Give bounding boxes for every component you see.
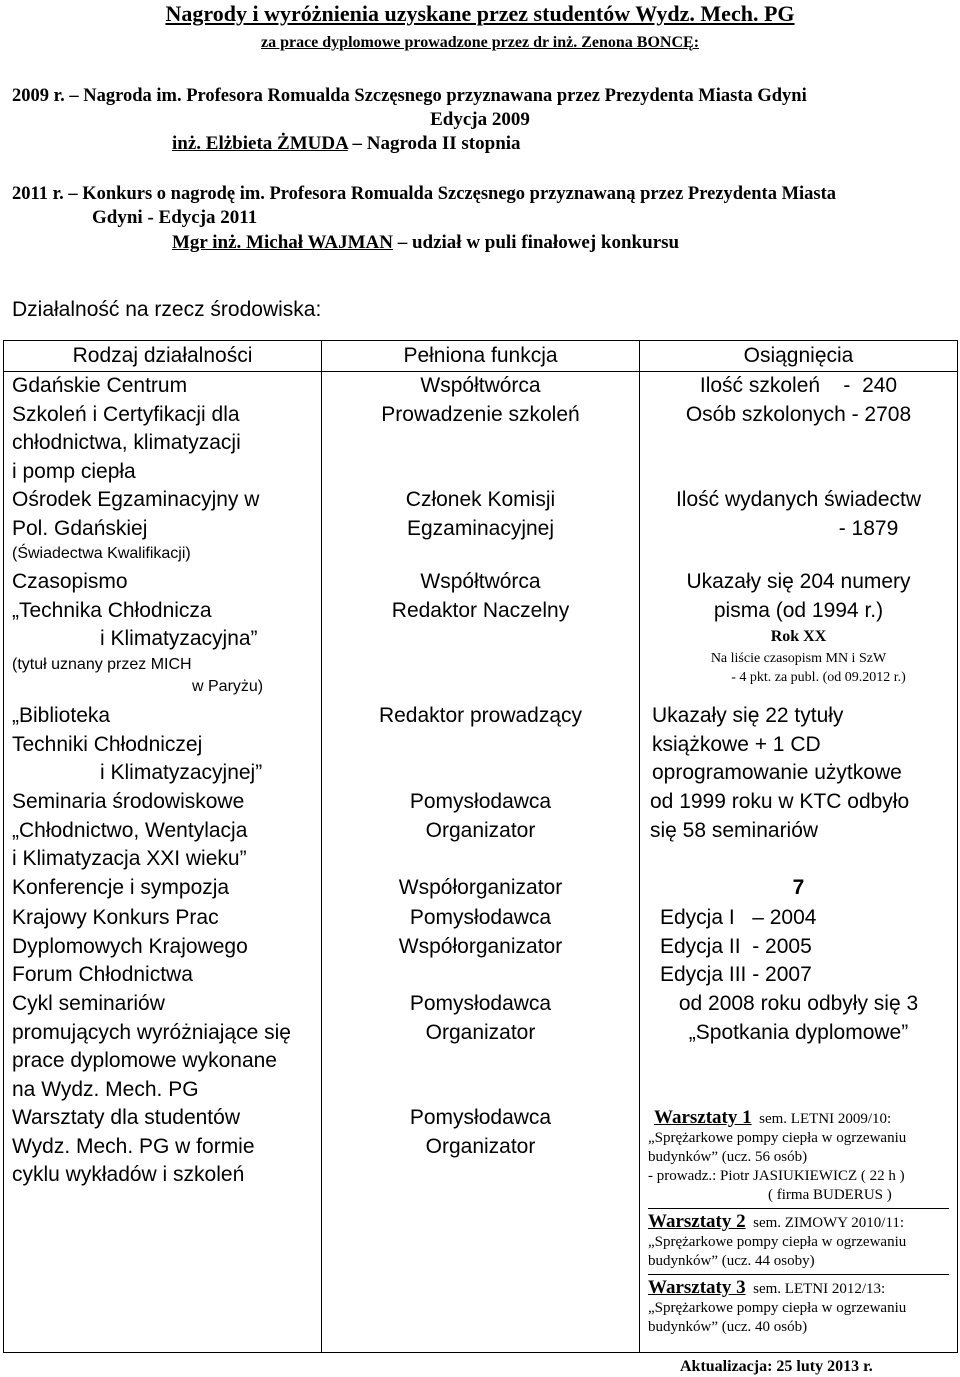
table-row bbox=[4, 568, 958, 702]
role-cell bbox=[322, 990, 640, 1104]
cell-line: Organizator bbox=[425, 1020, 536, 1044]
cell-line: w Paryżu) bbox=[192, 677, 264, 695]
workshop-line: „Sprężarkowe pompy ciepła w ogrzewaniu bbox=[648, 1300, 907, 1316]
cell-line: Pomysłodawca bbox=[409, 790, 552, 813]
table-row bbox=[4, 788, 958, 874]
role-cell bbox=[322, 904, 640, 990]
cell-line: Członek Komisji bbox=[405, 488, 556, 511]
cell-line: 7 bbox=[792, 876, 805, 899]
award-2009-winner bbox=[172, 132, 521, 156]
workshop-header bbox=[648, 1278, 949, 1299]
cell-line: cyklu wykładów i szkoleń bbox=[12, 1163, 245, 1186]
cell-line: Edycja II - 2005 bbox=[660, 934, 812, 958]
table-row bbox=[4, 486, 958, 568]
role-cell bbox=[322, 788, 640, 874]
role-cell bbox=[322, 486, 640, 568]
achievement-cell bbox=[640, 568, 958, 702]
achievement-cell bbox=[640, 788, 958, 874]
workshop-header bbox=[648, 1212, 949, 1233]
column-header: Pełniona funkcja bbox=[322, 341, 640, 372]
table-row bbox=[4, 904, 958, 990]
cell-line: Krajowy Konkurs Prac bbox=[12, 906, 219, 929]
cell-line: Techniki Chłodniczej bbox=[12, 732, 203, 756]
activity-type-cell bbox=[4, 702, 322, 788]
cell-line: Konferencje i sympozja bbox=[12, 876, 230, 899]
update-date: Aktualizacja: 25 luty 2013 r. bbox=[680, 1358, 873, 1375]
role-cell bbox=[322, 874, 640, 904]
activity-type-cell bbox=[4, 904, 322, 990]
table-row bbox=[4, 702, 958, 788]
cell-line: i Klimatyzacyjnej” bbox=[100, 761, 263, 784]
cell-line: promujących wyróżniające się bbox=[12, 1020, 291, 1044]
activity-type-cell bbox=[4, 1104, 322, 1353]
cell-line: Warsztaty dla studentów bbox=[12, 1106, 240, 1129]
role-cell bbox=[322, 702, 640, 788]
role-cell bbox=[322, 1104, 640, 1353]
workshop-title: Warsztaty 1 bbox=[654, 1107, 752, 1128]
cell-line: Osób szkolonych - 2708 bbox=[685, 402, 912, 426]
cell-line: Ukazały się 204 numery bbox=[686, 570, 911, 593]
role-cell bbox=[322, 372, 640, 487]
workshop-semester: sem. LETNI 2012/13: bbox=[745, 1281, 886, 1297]
cell-line: „Chłodnictwo, Wentylacja bbox=[12, 818, 248, 842]
award-2009-name: inż. Elżbieta ŻMUDA bbox=[172, 133, 348, 154]
cell-line: chłodnictwa, klimatyzacji bbox=[12, 431, 241, 454]
page-subtitle: za prace dyplomowe prowadzone przez dr inż. Zenona BONCĘ: bbox=[260, 34, 700, 51]
award-2011-line1: 2011 r. – Konkurs o nagrodę im. Profesora Romualda Szczęsnego przyznawaną przez Prezydenta Miasta bbox=[12, 184, 837, 204]
cell-line: Czasopismo bbox=[12, 570, 128, 593]
achievement-cell bbox=[640, 1104, 958, 1353]
workshop-line: ( firma BUDERUS ) bbox=[768, 1187, 892, 1203]
activity-type-cell bbox=[4, 568, 322, 702]
cell-line: Szkoleń i Certyfikacji dla bbox=[12, 402, 240, 426]
cell-line: Pomysłodawca bbox=[409, 992, 552, 1015]
workshop-2 bbox=[648, 1208, 949, 1274]
activities-table bbox=[3, 340, 958, 1353]
workshop-line: budynków” (ucz. 44 osoby) bbox=[648, 1253, 815, 1269]
table-header-row bbox=[4, 341, 958, 372]
cell-line: Pomysłodawca bbox=[409, 1106, 552, 1129]
table-row bbox=[4, 874, 958, 904]
table-row bbox=[4, 1104, 958, 1353]
cell-line: Wydz. Mech. PG w formie bbox=[12, 1134, 255, 1158]
workshop-3 bbox=[648, 1274, 949, 1337]
award-2011-line2: Gdyni - Edycja 2011 bbox=[92, 207, 258, 228]
page-title: Nagrody i wyróżnienia uzyskane przez studentów Wydz. Mech. PG bbox=[165, 1, 795, 26]
cell-line: „Spotkania dyplomowe” bbox=[688, 1020, 909, 1044]
achievement-cell bbox=[640, 904, 958, 990]
cell-line: „Biblioteka bbox=[12, 704, 111, 727]
section-title: Działalność na rzecz środowiska: bbox=[12, 298, 322, 321]
workshop-line: „Sprężarkowe pompy ciepła w ogrzewaniu bbox=[648, 1130, 907, 1146]
cell-line: od 1999 roku w KTC odbyło bbox=[650, 790, 910, 813]
cell-line: Gdańskie Centrum bbox=[12, 374, 188, 397]
cell-line: i Klimatyzacja XXI wieku” bbox=[12, 847, 247, 870]
cell-line: „Technika Chłodnicza bbox=[12, 598, 212, 622]
award-2009-result: – Nagroda II stopnia bbox=[347, 133, 521, 154]
cell-line: Ilość szkoleń - 240 bbox=[699, 374, 898, 397]
cell-line: prace dyplomowe wykonane bbox=[12, 1049, 277, 1072]
achievement-cell bbox=[640, 702, 958, 788]
workshop-line: budynków” (ucz. 56 osób) bbox=[648, 1149, 808, 1165]
role-cell bbox=[322, 568, 640, 702]
award-2009-line2: Edycja 2009 bbox=[430, 109, 530, 130]
cell-line: Forum Chłodnictwa bbox=[12, 963, 193, 986]
cell-line: Współtwórca bbox=[420, 374, 541, 397]
workshop-semester: sem. LETNI 2009/10: bbox=[751, 1111, 892, 1127]
cell-line: Organizator bbox=[425, 818, 536, 842]
cell-line: od 2008 roku odbyły się 3 bbox=[678, 992, 919, 1015]
cell-line: Pomysłodawca bbox=[409, 906, 552, 929]
cell-line: Cykl seminariów bbox=[12, 992, 165, 1015]
activity-type-cell bbox=[4, 372, 322, 487]
workshop-line: - prowadz.: Piotr JASIUKIEWICZ ( 22 h ) bbox=[648, 1168, 905, 1184]
cell-line: i Klimatyzacyjna” bbox=[100, 627, 258, 650]
cell-line: Pol. Gdańskiej bbox=[12, 516, 148, 540]
cell-line: Ilość wydanych świadectw bbox=[675, 488, 922, 511]
achievement-cell bbox=[640, 990, 958, 1104]
cell-line: Na liście czasopism MN i SzW bbox=[710, 651, 887, 666]
cell-line: (Świadectwa Kwalifikacji) bbox=[12, 545, 191, 562]
cell-line: Ukazały się 22 tytuły bbox=[652, 704, 844, 727]
table-row bbox=[4, 372, 958, 487]
cell-line: Organizator bbox=[425, 1134, 536, 1158]
cell-line: i pomp ciepła bbox=[12, 459, 136, 483]
workshop-1 bbox=[648, 1108, 949, 1208]
cell-line: Seminaria środowiskowe bbox=[12, 790, 245, 813]
award-2011-name: Mgr inż. Michał WAJMAN bbox=[172, 232, 393, 253]
workshop-header bbox=[648, 1108, 949, 1129]
award-2011-result: – udział w puli finałowej konkursu bbox=[392, 232, 680, 253]
cell-line: Dyplomowych Krajowego bbox=[12, 934, 248, 958]
cell-line: - 4 pkt. za publ. (od 09.2012 r.) bbox=[731, 670, 906, 685]
cell-line: Współtwórca bbox=[420, 570, 541, 593]
achievement-cell bbox=[640, 372, 958, 487]
cell-line: Edycja III - 2007 bbox=[660, 963, 812, 986]
award-2009-line1: 2009 r. – Nagroda im. Profesora Romualda Szczęsnego przyznawana przez Prezydenta Miasta Gdyni bbox=[12, 86, 807, 106]
cell-line: Redaktor Naczelny bbox=[391, 598, 570, 622]
cell-line: Rok XX bbox=[770, 628, 827, 645]
cell-line: (tytuł uznany przez MICH bbox=[12, 655, 192, 673]
column-header: Osiągnięcia bbox=[640, 341, 958, 372]
cell-line: Ośrodek Egzaminacyjny w bbox=[12, 488, 260, 511]
cell-line: się 58 seminariów bbox=[650, 818, 819, 842]
workshop-title: Warsztaty 3 bbox=[648, 1277, 746, 1298]
cell-line: na Wydz. Mech. PG bbox=[12, 1077, 199, 1101]
activity-type-cell bbox=[4, 788, 322, 874]
cell-line: oprogramowanie użytkowe bbox=[652, 761, 902, 784]
award-2011-winner bbox=[172, 231, 679, 255]
workshop-line: budynków” (ucz. 40 osób) bbox=[648, 1319, 808, 1335]
activity-type-cell bbox=[4, 874, 322, 904]
cell-line: Prowadzenie szkoleń bbox=[381, 402, 580, 426]
cell-line: pisma (od 1994 r.) bbox=[713, 598, 884, 622]
achievement-cell bbox=[640, 486, 958, 568]
cell-line: książkowe + 1 CD bbox=[652, 732, 821, 756]
activity-type-cell bbox=[4, 990, 322, 1104]
cell-line: - 1879 bbox=[838, 516, 899, 540]
table-row bbox=[4, 990, 958, 1104]
workshop-title: Warsztaty 2 bbox=[648, 1211, 746, 1232]
cell-line: Współorganizator bbox=[398, 934, 563, 958]
column-header: Rodzaj działalności bbox=[4, 341, 322, 372]
activity-type-cell bbox=[4, 486, 322, 568]
cell-line: Współorganizator bbox=[398, 876, 563, 899]
cell-line: Redaktor prowadzący bbox=[378, 704, 583, 727]
workshop-semester: sem. ZIMOWY 2010/11: bbox=[745, 1215, 905, 1231]
cell-line: Edycja I – 2004 bbox=[660, 906, 817, 929]
achievement-cell bbox=[640, 874, 958, 904]
workshop-line: „Sprężarkowe pompy ciepła w ogrzewaniu bbox=[648, 1234, 907, 1250]
cell-line: Egzaminacyjnej bbox=[406, 516, 555, 540]
